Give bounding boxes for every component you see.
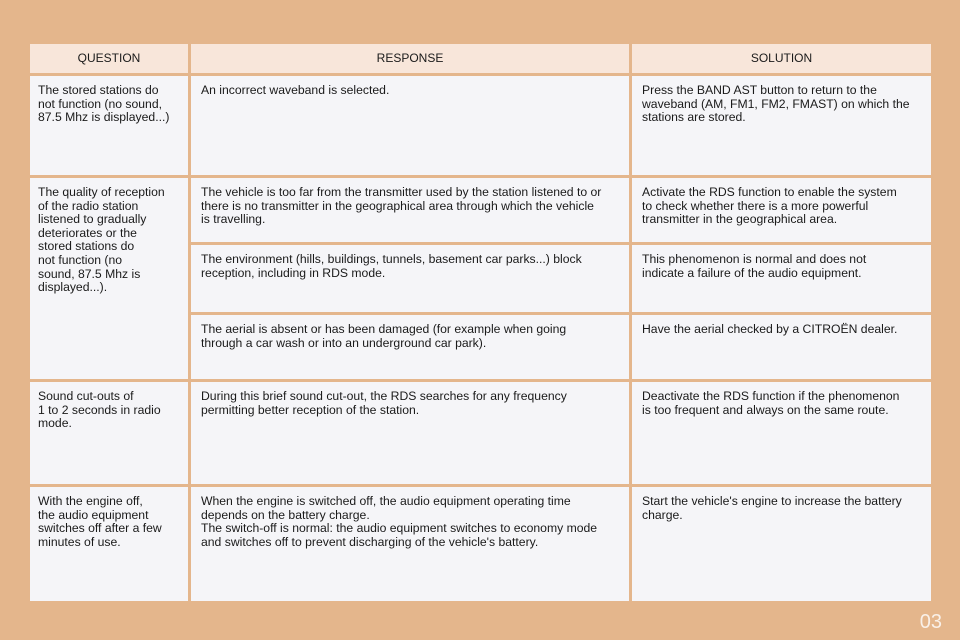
question-cell: The quality of reception of the radio station listened to gradually deteriorates or the stored stations do not function (no sound, 87.5 Mhz is displayed...).	[30, 178, 188, 379]
response-cell: When the engine is switched off, the audio equipment operating time depends on the battery charge. The switch-off is normal: the audio equipment switches to economy mode and switches off to prevent discharging of the vehicle's battery.	[191, 487, 629, 601]
faq-table	[30, 44, 929, 608]
response-cell: An incorrect waveband is selected.	[191, 76, 629, 175]
response-cell: The environment (hills, buildings, tunnels, basement car parks...) block reception, including in RDS mode.	[191, 245, 629, 312]
header-question: QUESTION	[30, 44, 188, 73]
solution-cell: This phenomenon is normal and does not indicate a failure of the audio equipment.	[632, 245, 931, 312]
question-cell: The stored stations do not function (no sound, 87.5 Mhz is displayed...)	[30, 76, 188, 175]
solution-cell: Activate the RDS function to enable the system to check whether there is a more powerful transmitter in the geographical area.	[632, 178, 931, 242]
response-cell: The aerial is absent or has been damaged (for example when going through a car wash or into an underground car park).	[191, 315, 629, 379]
solution-cell: Start the vehicle's engine to increase the battery charge.	[632, 487, 931, 601]
question-cell: With the engine off, the audio equipment switches off after a few minutes of use.	[30, 487, 188, 601]
page-number: 03	[919, 611, 942, 633]
header-response: RESPONSE	[191, 44, 629, 73]
solution-cell: Press the BAND AST button to return to the waveband (AM, FM1, FM2, FMAST) on which the stations are stored.	[632, 76, 931, 175]
header-solution: SOLUTION	[632, 44, 931, 73]
response-cell: The vehicle is too far from the transmitter used by the station listened to or there is no transmitter in the geographical area through which the vehicle is travelling.	[191, 178, 629, 242]
solution-cell: Have the aerial checked by a CITROËN dealer.	[632, 315, 931, 379]
solution-cell: Deactivate the RDS function if the phenomenon is too frequent and always on the same route.	[632, 382, 931, 484]
response-cell: During this brief sound cut-out, the RDS searches for any frequency permitting better reception of the station.	[191, 382, 629, 484]
question-cell: Sound cut-outs of 1 to 2 seconds in radio mode.	[30, 382, 188, 484]
